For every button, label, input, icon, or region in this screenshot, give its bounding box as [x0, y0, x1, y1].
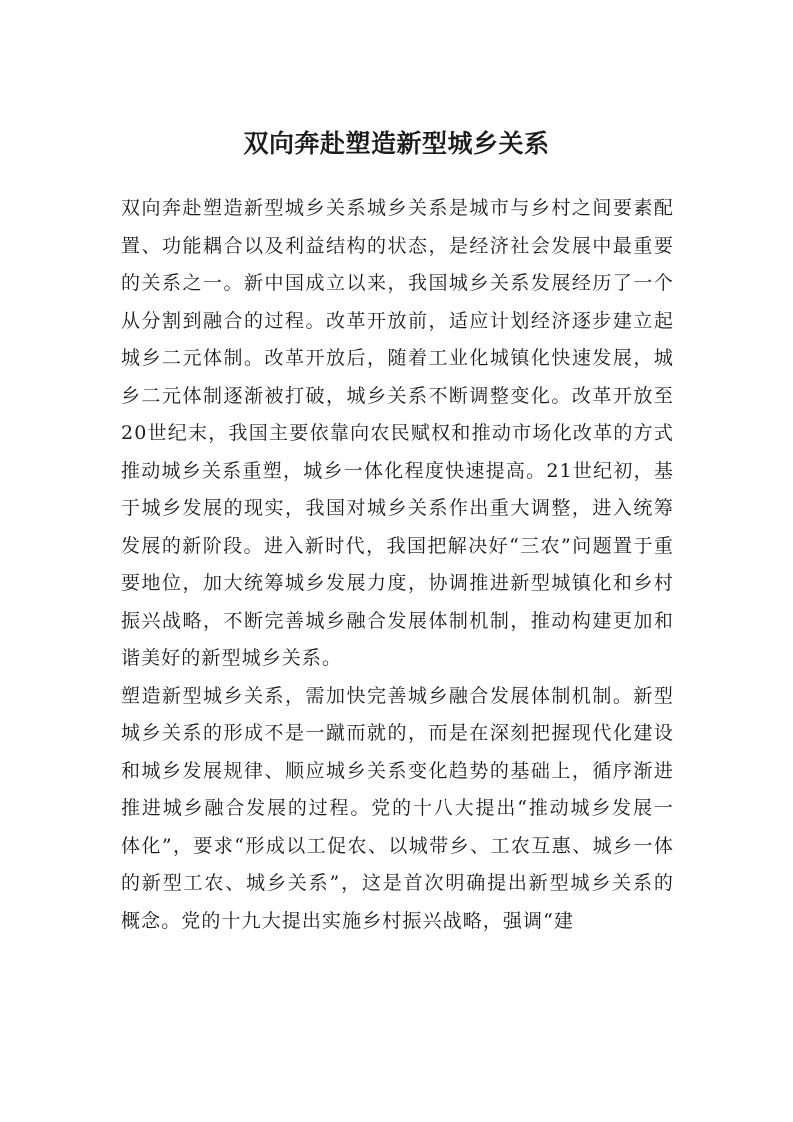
document-body — [121, 190, 674, 940]
paragraph-2: 塑造新型城乡关系，需加快完善城乡融合发展体制机制。新型城乡关系的形成不是一蹴而就的，而是在深刻把握现代化建设和城乡发展规律、顺应城乡关系变化趋势的基础上，循序渐进推进城乡融合发展的过程。党的十八大提出“推动城乡发展一体化”，要求“形成以工促农、以城带乡、工农互惠、城乡一体的新型工农、城乡关系”，这是首次明确提出新型城乡关系的概念。党的十九大提出实施乡村振兴战略，强调“建 — [121, 684, 674, 932]
paragraph-1: 双向奔赴塑造新型城乡关系城乡关系是城市与乡村之间要素配置、功能耦合以及利益结构的状态，是经济社会发展中最重要的关系之一。新中国成立以来，我国城乡关系发展经历了一个从分割到融合的过程。改革开放前，适应计划经济逐步建立起城乡二元体制。改革开放后，随着工业化城镇化快速发展，城乡二元体制逐渐被打破，城乡关系不断调整变化。改革开放至20世纪末，我国主要依靠向农民赋权和推动市场化改革的方式推动城乡关系重塑，城乡一体化程度快速提高。21世纪初，基于城乡发展的现实，我国对城乡关系作出重大调整，进入统筹发展的新阶段。进入新时代，我国把解决好“三农”问题置于重要地位，加大统筹城乡发展力度，协调推进新型城镇化和乡村振兴战略，不断完善城乡融合发展体制机制，推动构建更加和谐美好的新型城乡关系。 — [121, 197, 674, 669]
document-title: 双向奔赴塑造新型城乡关系 — [243, 129, 550, 158]
